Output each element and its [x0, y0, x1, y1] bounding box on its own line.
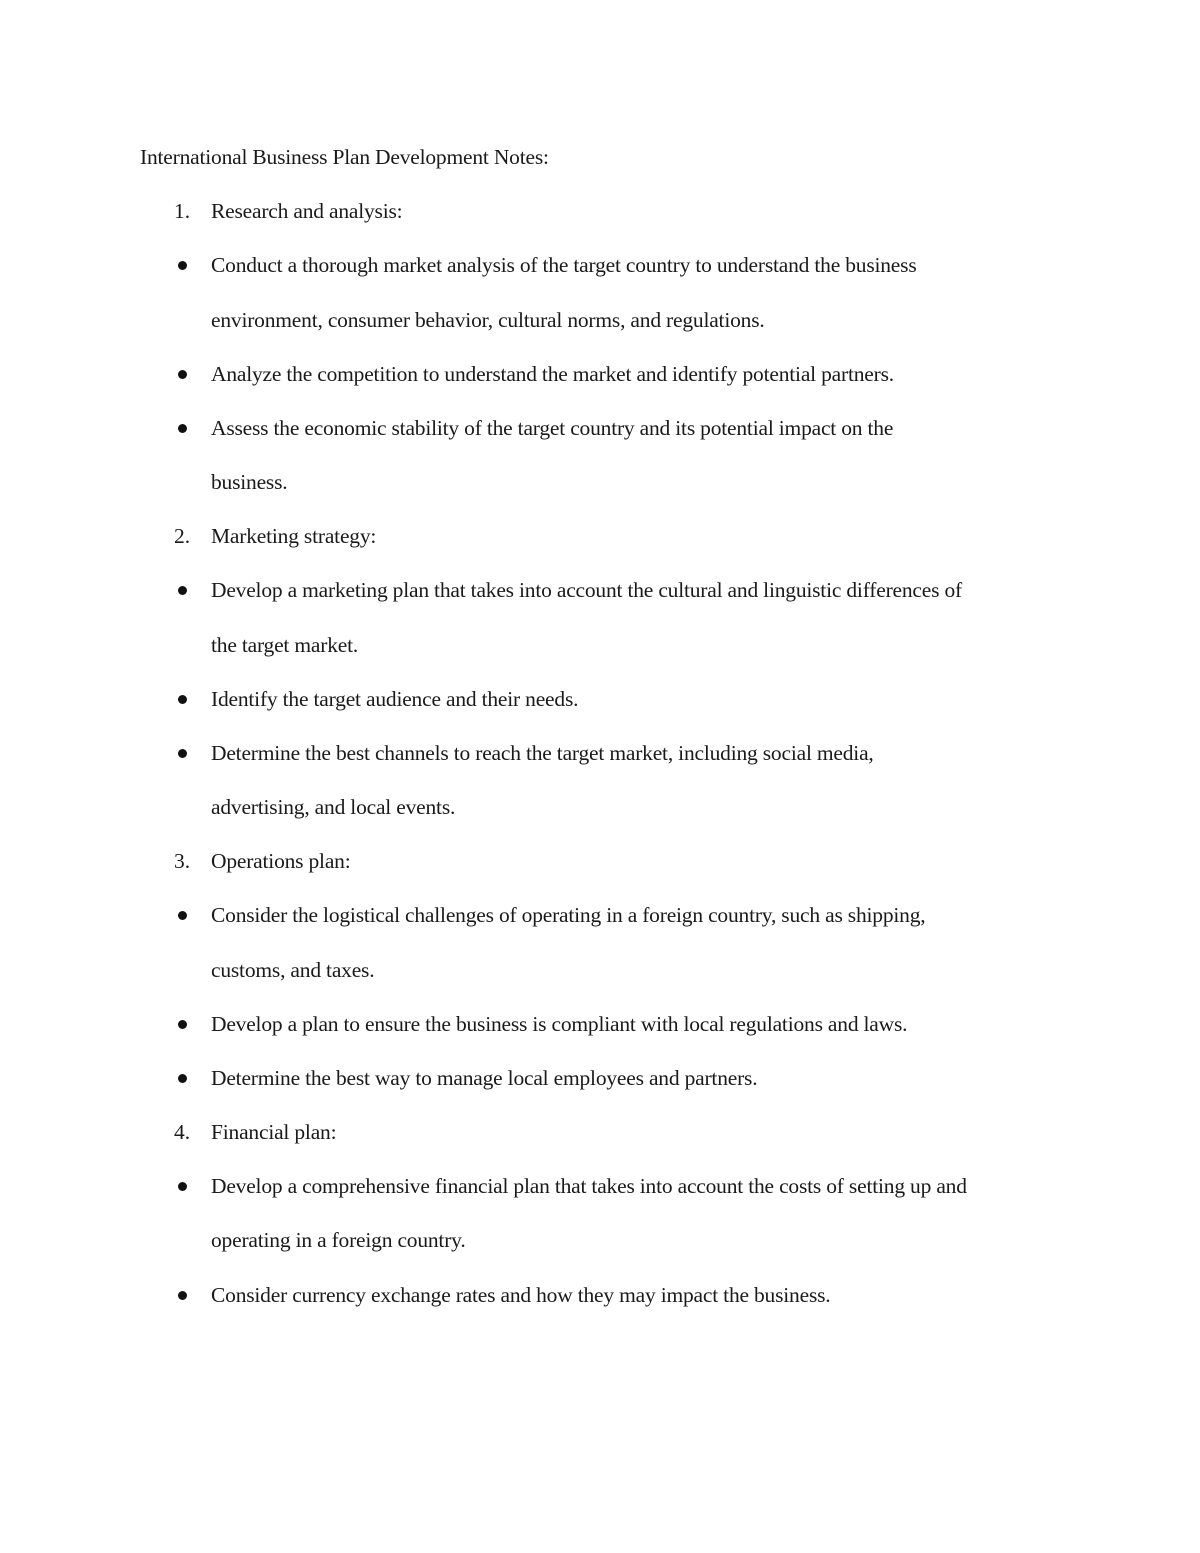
bullet-text: Develop a plan to ensure the business is compliant with local regulations and laws. — [211, 1012, 908, 1036]
section-number: 4. — [174, 1120, 191, 1144]
section-heading: Marketing strategy: — [211, 524, 377, 548]
bullet-icon — [178, 370, 187, 379]
bullet-text: Conduct a thorough market analysis of the target country to understand the business — [211, 253, 917, 277]
bullet-text: Develop a comprehensive financial plan that takes into account the costs of setting up and — [211, 1174, 967, 1198]
bullet-text: Develop a marketing plan that takes into account the cultural and linguistic differences of — [211, 578, 962, 602]
section-number: 3. — [174, 849, 191, 873]
section-heading: Operations plan: — [211, 849, 351, 873]
bullet-text-continuation: environment, consumer behavior, cultural norms, and regulations. — [211, 308, 765, 332]
bullet-icon — [178, 261, 187, 270]
section-heading: Financial plan: — [211, 1120, 337, 1144]
bullet-icon — [178, 1020, 187, 1029]
section-number: 1. — [174, 199, 191, 223]
bullet-icon — [178, 911, 187, 920]
bullet-text-continuation: business. — [211, 470, 288, 494]
document-title: International Business Plan Development Notes: — [140, 145, 549, 169]
section-number: 2. — [174, 524, 191, 548]
section-heading: Research and analysis: — [211, 199, 403, 223]
bullet-icon — [178, 1074, 187, 1083]
bullet-text-continuation: advertising, and local events. — [211, 795, 456, 819]
bullet-icon — [178, 586, 187, 595]
bullet-text: Determine the best channels to reach the target market, including social media, — [211, 741, 874, 765]
bullet-icon — [178, 424, 187, 433]
bullet-icon — [178, 695, 187, 704]
bullet-text: Assess the economic stability of the target country and its potential impact on the — [211, 416, 894, 440]
bullet-text-continuation: operating in a foreign country. — [211, 1228, 466, 1252]
bullet-text: Consider currency exchange rates and how they may impact the business. — [211, 1283, 831, 1307]
bullet-text-continuation: the target market. — [211, 633, 359, 657]
bullet-text: Consider the logistical challenges of operating in a foreign country, such as shipping, — [211, 903, 926, 927]
bullet-text: Identify the target audience and their needs. — [211, 687, 579, 711]
bullet-text: Determine the best way to manage local employees and partners. — [211, 1066, 758, 1090]
bullet-icon — [178, 749, 187, 758]
bullet-text: Analyze the competition to understand the market and identify potential partners. — [211, 362, 894, 386]
bullet-icon — [178, 1182, 187, 1191]
bullet-icon — [178, 1291, 187, 1300]
bullet-text-continuation: customs, and taxes. — [211, 958, 375, 982]
